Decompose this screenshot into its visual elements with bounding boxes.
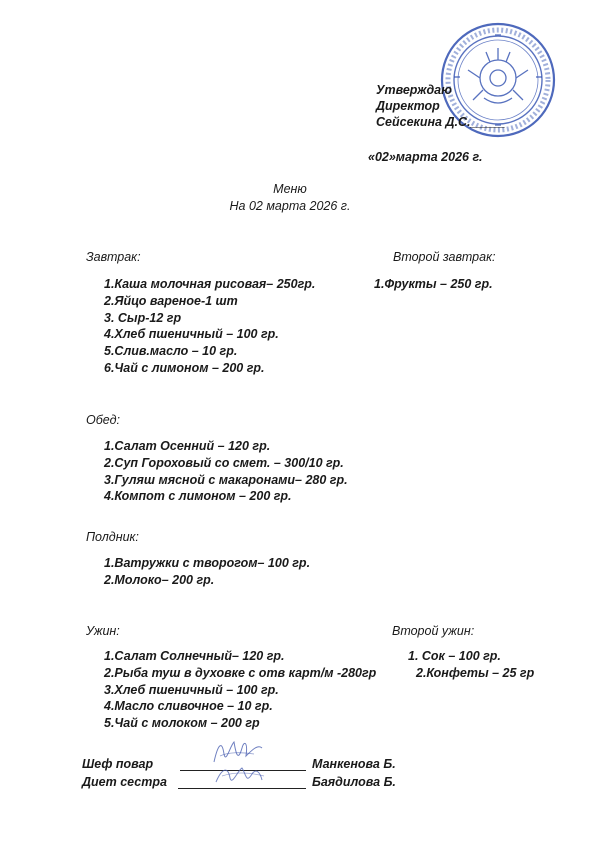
list-item: 2.Конфеты – 25 гр <box>416 666 535 680</box>
director-name: Сейсекина Д.С._____ <box>376 115 506 129</box>
list-item: 3.Гуляш мясной с макаронами– 280 гр. <box>104 472 348 487</box>
approval-block <box>376 82 505 130</box>
chef-name: Манкенова Б. <box>312 757 396 771</box>
menu-date: На 02 марта 2026 г. <box>229 199 351 213</box>
dinner-heading: Ужин: <box>86 624 120 638</box>
lunch-list <box>104 438 348 505</box>
director-title: Директор <box>376 99 440 113</box>
second-breakfast-list <box>374 276 493 293</box>
list-item: 1.Фрукты – 250 гр. <box>374 277 493 291</box>
list-item: 2.Рыба туш в духовке с отв карт/м -280гр <box>104 665 377 680</box>
list-item: 1.Ватружки с творогом– 100 гр. <box>104 556 311 570</box>
chef-role: Шеф повар <box>82 757 154 771</box>
breakfast-list <box>104 276 315 377</box>
second-dinner-item-1 <box>408 648 501 665</box>
list-item: 2.Молоко– 200 гр. <box>104 572 215 587</box>
snack-heading: Полдник: <box>86 530 139 544</box>
dietitian-name: Баядилова Б. <box>312 775 396 789</box>
list-item: 6.Чай с лимоном – 200 гр. <box>104 360 265 375</box>
breakfast-heading: Завтрак: <box>86 250 141 264</box>
lunch-heading: Обед: <box>86 413 120 427</box>
dietitian-signature <box>212 760 272 790</box>
approval-date: «02»марта 2026 г. <box>368 150 483 164</box>
second-dinner-item-2 <box>416 665 534 682</box>
list-item: 1.Каша молочная рисовая– 250гр. <box>104 277 316 291</box>
snack-list <box>104 555 310 589</box>
list-item: 3. Сыр-12 гр <box>104 310 182 325</box>
list-item: 1. Сок – 100 гр. <box>408 649 501 663</box>
list-item: 2.Суп Гороховый со смет. – 300/10 гр. <box>104 455 344 470</box>
dinner-list <box>104 648 376 732</box>
menu-title: Меню <box>273 182 307 196</box>
list-item: 4.Масло сливочное – 10 гр. <box>104 699 273 714</box>
dietitian-role: Диет сестра <box>82 775 167 789</box>
list-item: 4.Компот с лимоном – 200 гр. <box>104 489 292 504</box>
list-item: 4.Хлеб пшеничный – 100 гр. <box>104 327 279 342</box>
second-dinner-heading: Второй ужин: <box>392 624 475 638</box>
list-item: 5.Чай с молоком – 200 гр <box>104 716 260 731</box>
list-item: 1.Салат Осенний – 120 гр. <box>104 439 271 453</box>
approval-label: Утверждаю <box>376 83 452 97</box>
list-item: 5.Слив.масло – 10 гр. <box>104 344 238 359</box>
list-item: 3.Хлеб пшеничный – 100 гр. <box>104 682 279 697</box>
list-item: 2.Яйцо вареное-1 шт <box>104 293 238 308</box>
second-breakfast-heading: Второй завтрак: <box>393 250 496 264</box>
list-item: 1.Салат Солнечный– 120 гр. <box>104 649 285 663</box>
